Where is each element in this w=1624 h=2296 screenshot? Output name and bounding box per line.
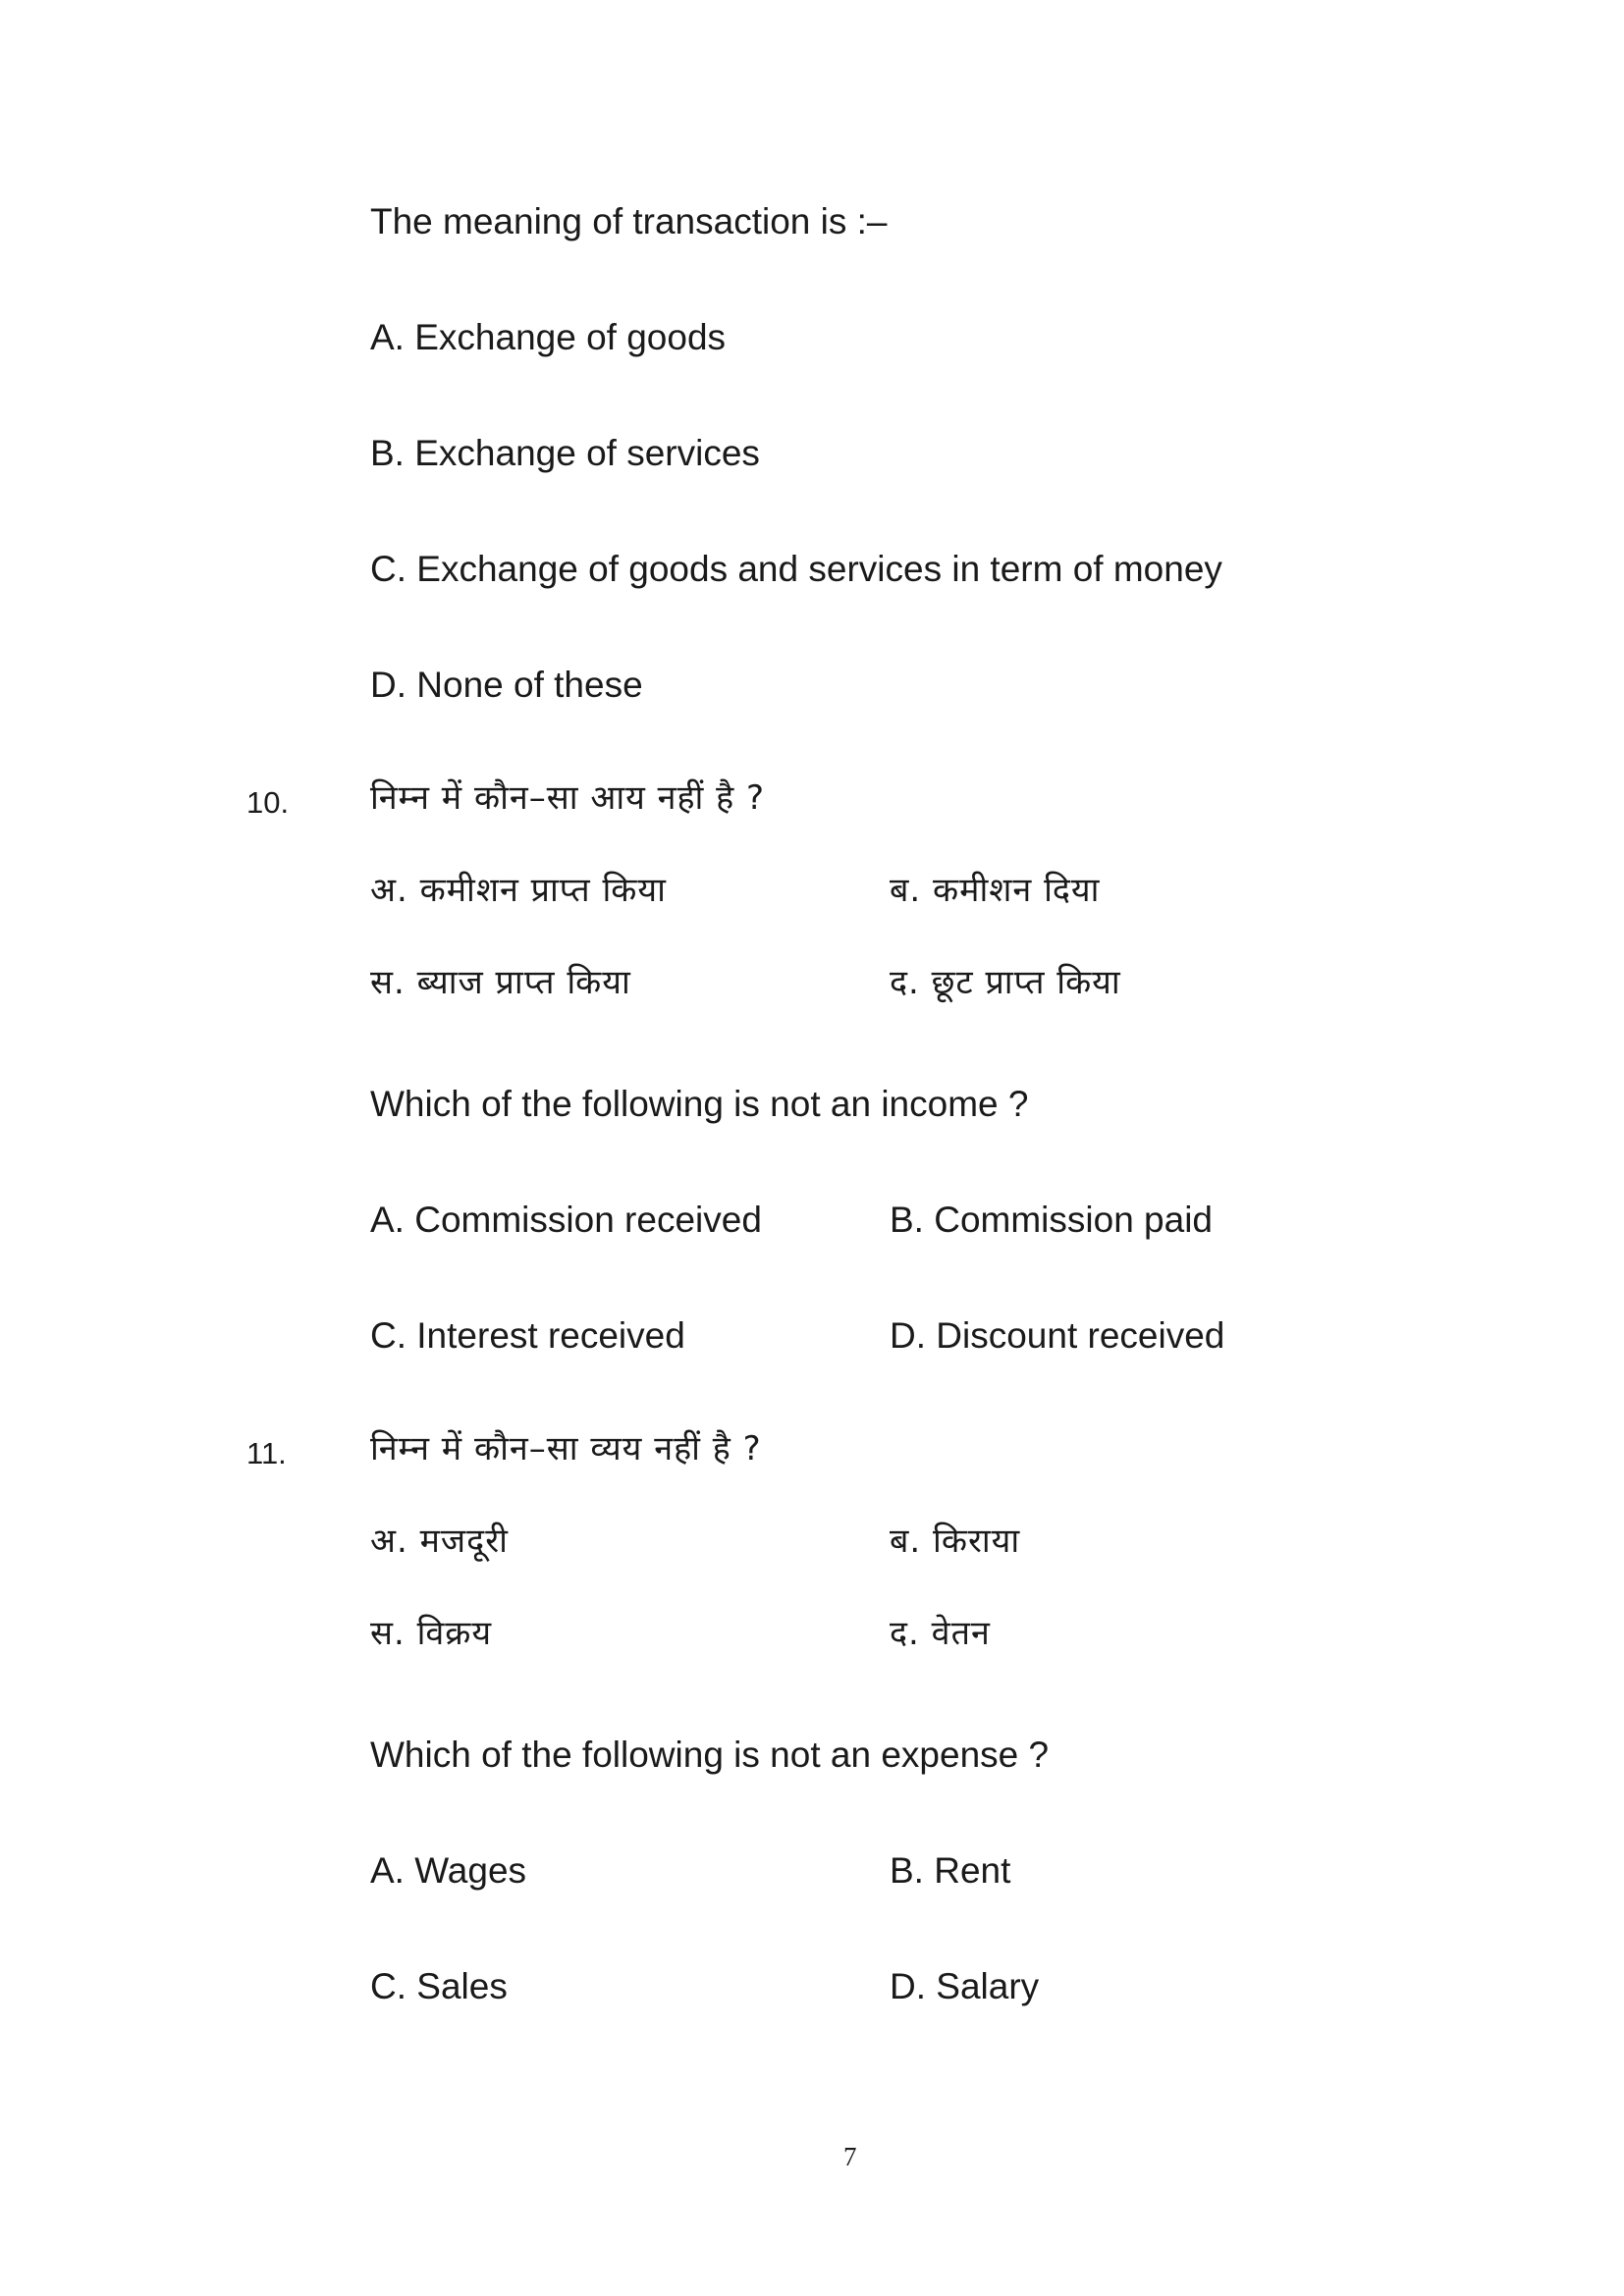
q9-option-a: A. Exchange of goods	[370, 317, 727, 357]
q10-option-hi-b: ब. कमीशन दिया	[890, 871, 1101, 910]
q11-question-en: Which of the following is not an expense ?	[370, 1735, 1050, 1775]
q11-option-hi-d: द. वेतन	[890, 1614, 991, 1653]
page-number: 7	[843, 2142, 857, 2171]
q11-option-hi-c: स. विक्रय	[370, 1614, 493, 1653]
q10-option-d: D. Discount received	[890, 1315, 1225, 1356]
q10-number: 10.	[246, 785, 290, 820]
q11-option-d: D. Salary	[890, 1966, 1040, 2006]
q10-question-hi: निम्न में कौन–सा आय नहीं है ?	[370, 778, 766, 818]
q11-option-hi-a: अ. मजदूरी	[370, 1522, 509, 1561]
q9-option-d: D. None of these	[370, 665, 643, 705]
q10-option-a: A. Commission received	[370, 1200, 762, 1240]
q11-option-a: A. Wages	[370, 1850, 527, 1891]
q10-option-hi-d: द. छूट प्राप्त किया	[890, 963, 1121, 1002]
q11-question-hi: निम्न में कौन–सा व्यय नहीं है ?	[370, 1429, 762, 1468]
q10-option-c: C. Interest received	[370, 1315, 685, 1356]
q11-number: 11.	[246, 1436, 287, 1470]
q11-option-b: B. Rent	[890, 1850, 1011, 1891]
q11-option-hi-b: ब. किराया	[890, 1522, 1021, 1561]
q10-question-en: Which of the following is not an income ?	[370, 1084, 1029, 1124]
q11-option-c: C. Sales	[370, 1966, 508, 2006]
q9-option-c: C. Exchange of goods and services in term of money	[370, 549, 1222, 589]
q9-option-b: B. Exchange of services	[370, 433, 760, 473]
q9-question-en: The meaning of transaction is :–	[370, 201, 888, 241]
q10-option-b: B. Commission paid	[890, 1200, 1214, 1240]
q10-option-hi-c: स. ब्याज प्राप्त किया	[370, 963, 631, 1002]
q10-option-hi-a: अ. कमीशन प्राप्त किया	[370, 871, 667, 910]
